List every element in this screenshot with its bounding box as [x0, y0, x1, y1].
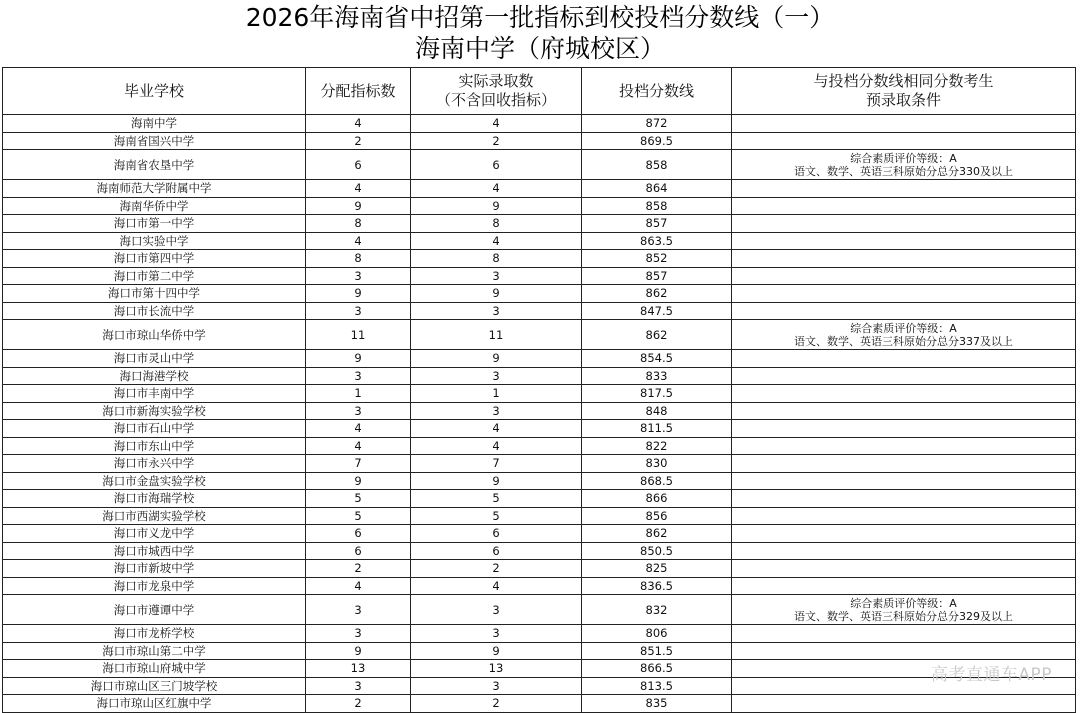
admitted-cell: 8	[411, 250, 582, 268]
admitted-cell: 2	[411, 132, 582, 150]
school-cell: 海口市琼山府城中学	[3, 660, 306, 678]
school-cell: 海口市义龙中学	[3, 525, 306, 543]
score-cell: 869.5	[582, 132, 732, 150]
condition-cell	[732, 542, 1076, 560]
condition-cell	[732, 250, 1076, 268]
school-cell: 海口市海瑞学校	[3, 490, 306, 508]
table-row	[3, 232, 1076, 250]
admitted-cell: 6	[411, 542, 582, 560]
condition-cell	[732, 595, 1076, 625]
quota-cell: 2	[306, 695, 411, 713]
condition-line1: 综合素质评价等级：A	[850, 321, 957, 335]
quota-cell: 2	[306, 132, 411, 150]
table-row	[3, 132, 1076, 150]
condition-line2: 语文、数学、英语三科原始分总分329及以上	[794, 609, 1013, 623]
quota-cell: 3	[306, 367, 411, 385]
header-condition	[732, 68, 1076, 115]
score-cell: 854.5	[582, 350, 732, 368]
school-cell: 海口市新坡中学	[3, 560, 306, 578]
header-condition-line2: 预录取条件	[865, 91, 941, 109]
admitted-cell: 9	[411, 642, 582, 660]
quota-cell: 6	[306, 525, 411, 543]
quota-cell: 3	[306, 267, 411, 285]
school-cell: 海口海港学校	[3, 367, 306, 385]
condition-cell	[732, 437, 1076, 455]
score-cell: 856	[582, 507, 732, 525]
condition-cell	[732, 625, 1076, 643]
table-row	[3, 115, 1076, 133]
condition-cell	[732, 150, 1076, 180]
score-cell: 850.5	[582, 542, 732, 560]
condition-cell	[732, 420, 1076, 438]
score-cell: 857	[582, 215, 732, 233]
header-school: 毕业学校	[3, 68, 306, 115]
condition-cell	[732, 472, 1076, 490]
table-row	[3, 455, 1076, 473]
table-row	[3, 525, 1076, 543]
admitted-cell: 6	[411, 150, 582, 180]
quota-cell: 4	[306, 577, 411, 595]
table-row	[3, 625, 1076, 643]
score-cell: 806	[582, 625, 732, 643]
quota-cell: 9	[306, 285, 411, 303]
header-admitted-line1: 实际录取数	[458, 72, 534, 90]
quota-cell: 1	[306, 385, 411, 403]
condition-cell	[732, 115, 1076, 133]
quota-cell: 4	[306, 232, 411, 250]
score-cell: 836.5	[582, 577, 732, 595]
quota-cell: 3	[306, 402, 411, 420]
admitted-cell: 3	[411, 267, 582, 285]
score-cell: 864	[582, 180, 732, 198]
table-row	[3, 577, 1076, 595]
page-title: 2026年海南省中招第一批指标到校投档分数线（一）	[245, 3, 835, 32]
school-cell: 海口实验中学	[3, 232, 306, 250]
score-cell: 830	[582, 455, 732, 473]
condition-cell	[732, 455, 1076, 473]
admitted-cell: 11	[411, 320, 582, 350]
table-row	[3, 490, 1076, 508]
header-admitted-line2: （不含回收指标）	[435, 91, 556, 109]
admitted-cell: 9	[411, 350, 582, 368]
table-row	[3, 542, 1076, 560]
score-cell: 817.5	[582, 385, 732, 403]
score-cell: 858	[582, 197, 732, 215]
table-row	[3, 560, 1076, 578]
score-cell: 862	[582, 525, 732, 543]
score-cell: 852	[582, 250, 732, 268]
table-row	[3, 197, 1076, 215]
header-quota: 分配指标数	[306, 68, 411, 115]
condition-cell	[732, 285, 1076, 303]
table-row	[3, 385, 1076, 403]
quota-cell: 8	[306, 250, 411, 268]
school-cell: 海南中学	[3, 115, 306, 133]
table-row	[3, 695, 1076, 713]
admitted-cell: 5	[411, 507, 582, 525]
school-cell: 海口市新海实验学校	[3, 402, 306, 420]
condition-cell	[732, 507, 1076, 525]
table-row	[3, 302, 1076, 320]
quota-cell: 8	[306, 215, 411, 233]
condition-cell	[732, 180, 1076, 198]
admitted-cell: 1	[411, 385, 582, 403]
score-cell: 813.5	[582, 677, 732, 695]
school-cell: 海口市长流中学	[3, 302, 306, 320]
condition-cell	[732, 197, 1076, 215]
quota-cell: 3	[306, 595, 411, 625]
admitted-cell: 4	[411, 437, 582, 455]
admitted-cell: 9	[411, 197, 582, 215]
admitted-cell: 5	[411, 490, 582, 508]
header-score: 投档分数线	[582, 68, 732, 115]
table-row	[3, 350, 1076, 368]
score-cell: 868.5	[582, 472, 732, 490]
quota-cell: 3	[306, 625, 411, 643]
quota-cell: 7	[306, 455, 411, 473]
school-cell: 海口市琼山华侨中学	[3, 320, 306, 350]
quota-cell: 11	[306, 320, 411, 350]
score-cell: 822	[582, 437, 732, 455]
school-cell: 海口市第二中学	[3, 267, 306, 285]
school-cell: 海口市西湖实验学校	[3, 507, 306, 525]
admitted-cell: 9	[411, 285, 582, 303]
admitted-cell: 6	[411, 525, 582, 543]
table-row	[3, 642, 1076, 660]
quota-cell: 5	[306, 490, 411, 508]
admitted-cell: 4	[411, 420, 582, 438]
quota-cell: 4	[306, 437, 411, 455]
school-cell: 海口市龙桥学校	[3, 625, 306, 643]
table-row	[3, 660, 1076, 678]
score-cell: 833	[582, 367, 732, 385]
quota-cell: 9	[306, 642, 411, 660]
table-row	[3, 420, 1076, 438]
table-row	[3, 595, 1076, 625]
table-row	[3, 677, 1076, 695]
table-row	[3, 250, 1076, 268]
score-cell: 851.5	[582, 642, 732, 660]
table-row	[3, 150, 1076, 180]
condition-cell	[732, 402, 1076, 420]
admitted-cell: 3	[411, 625, 582, 643]
admitted-cell: 3	[411, 677, 582, 695]
quota-cell: 4	[306, 420, 411, 438]
header-condition-line1: 与投档分数线相同分数考生	[813, 72, 994, 90]
admitted-cell: 3	[411, 595, 582, 625]
school-cell: 海口市东山中学	[3, 437, 306, 455]
school-cell: 海口市琼山区红旗中学	[3, 695, 306, 713]
condition-cell	[732, 302, 1076, 320]
admitted-cell: 2	[411, 560, 582, 578]
condition-cell	[732, 215, 1076, 233]
table-row	[3, 320, 1076, 350]
condition-cell	[732, 695, 1076, 713]
condition-cell	[732, 577, 1076, 595]
table-row	[3, 507, 1076, 525]
quota-cell: 3	[306, 302, 411, 320]
page-subtitle: 海南中学（府城校区）	[414, 34, 665, 63]
school-cell: 海口市第十四中学	[3, 285, 306, 303]
admitted-cell: 8	[411, 215, 582, 233]
table-body	[3, 115, 1076, 713]
watermark-text: 高考直通车APP	[930, 665, 1052, 685]
condition-line1: 综合素质评价等级：A	[850, 596, 957, 610]
score-cell: 835	[582, 695, 732, 713]
school-cell: 海口市石山中学	[3, 420, 306, 438]
condition-cell	[732, 350, 1076, 368]
condition-line2: 语文、数学、英语三科原始分总分337及以上	[794, 334, 1013, 348]
quota-cell: 4	[306, 115, 411, 133]
condition-line1: 综合素质评价等级：A	[850, 151, 957, 165]
admitted-cell: 7	[411, 455, 582, 473]
score-cell: 862	[582, 285, 732, 303]
table-row	[3, 472, 1076, 490]
school-cell: 海口市龙泉中学	[3, 577, 306, 595]
quota-cell: 9	[306, 472, 411, 490]
score-cell: 866	[582, 490, 732, 508]
score-cell: 811.5	[582, 420, 732, 438]
quota-cell: 3	[306, 677, 411, 695]
admitted-cell: 3	[411, 402, 582, 420]
school-cell: 海口市琼山第二中学	[3, 642, 306, 660]
score-cell: 848	[582, 402, 732, 420]
table-row	[3, 367, 1076, 385]
admitted-cell: 3	[411, 367, 582, 385]
admitted-cell: 2	[411, 695, 582, 713]
school-cell: 海南省农垦中学	[3, 150, 306, 180]
condition-cell	[732, 232, 1076, 250]
admitted-cell: 9	[411, 472, 582, 490]
table-row	[3, 402, 1076, 420]
admitted-cell: 4	[411, 577, 582, 595]
score-cell: 832	[582, 595, 732, 625]
school-cell: 海口市第四中学	[3, 250, 306, 268]
quota-cell: 6	[306, 542, 411, 560]
school-cell: 海口市城西中学	[3, 542, 306, 560]
score-cell: 862	[582, 320, 732, 350]
score-cell: 858	[582, 150, 732, 180]
school-cell: 海口市金盘实验学校	[3, 472, 306, 490]
admitted-cell: 4	[411, 115, 582, 133]
school-cell: 海口市第一中学	[3, 215, 306, 233]
condition-cell	[732, 560, 1076, 578]
quota-cell: 9	[306, 197, 411, 215]
condition-cell	[732, 132, 1076, 150]
quota-cell: 6	[306, 150, 411, 180]
school-cell: 海南师范大学附属中学	[3, 180, 306, 198]
admitted-cell: 4	[411, 180, 582, 198]
score-cell: 847.5	[582, 302, 732, 320]
condition-cell	[732, 385, 1076, 403]
score-cell: 825	[582, 560, 732, 578]
table-row	[3, 437, 1076, 455]
quota-cell: 4	[306, 180, 411, 198]
school-cell: 海口市遵谭中学	[3, 595, 306, 625]
admission-score-table	[2, 67, 1076, 713]
table-row	[3, 267, 1076, 285]
score-cell: 863.5	[582, 232, 732, 250]
quota-cell: 9	[306, 350, 411, 368]
table-row	[3, 285, 1076, 303]
table-row	[3, 180, 1076, 198]
admitted-cell: 4	[411, 232, 582, 250]
condition-cell	[732, 367, 1076, 385]
school-cell: 海口市灵山中学	[3, 350, 306, 368]
school-cell: 海口市琼山区三门坡学校	[3, 677, 306, 695]
condition-line2: 语文、数学、英语三科原始分总分330及以上	[794, 164, 1013, 178]
score-cell: 857	[582, 267, 732, 285]
school-cell: 海南华侨中学	[3, 197, 306, 215]
table-row	[3, 215, 1076, 233]
quota-cell: 13	[306, 660, 411, 678]
admitted-cell: 13	[411, 660, 582, 678]
condition-cell	[732, 320, 1076, 350]
admitted-cell: 3	[411, 302, 582, 320]
score-cell: 866.5	[582, 660, 732, 678]
school-cell: 海口市永兴中学	[3, 455, 306, 473]
school-cell: 海口市丰南中学	[3, 385, 306, 403]
condition-cell	[732, 267, 1076, 285]
condition-cell	[732, 525, 1076, 543]
header-admitted	[411, 68, 582, 115]
table-header-row	[3, 68, 1076, 115]
condition-cell	[732, 490, 1076, 508]
quota-cell: 2	[306, 560, 411, 578]
quota-cell: 5	[306, 507, 411, 525]
school-cell: 海南省国兴中学	[3, 132, 306, 150]
condition-cell	[732, 642, 1076, 660]
score-cell: 872	[582, 115, 732, 133]
